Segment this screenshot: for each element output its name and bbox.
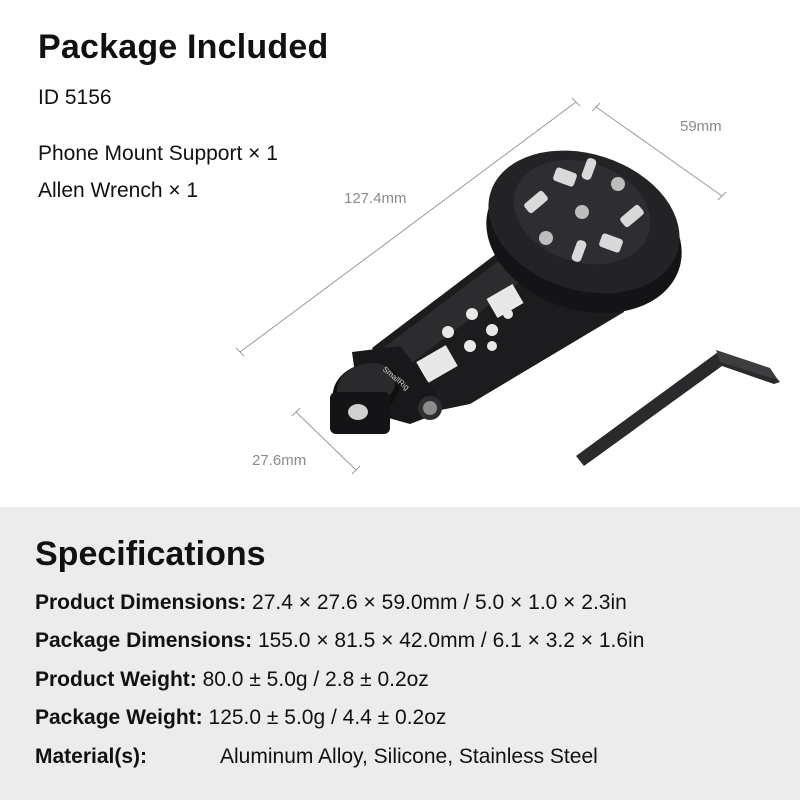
spec-product-weight xyxy=(35,668,429,692)
spec-value: 155.0 × 81.5 × 42.0mm / 6.1 × 3.2 × 1.6in xyxy=(257,629,645,652)
spec-label: Product Dimensions: xyxy=(35,591,247,614)
spec-materials xyxy=(35,745,598,769)
spec-package-weight xyxy=(35,706,446,730)
allen-wrench-image xyxy=(576,350,780,466)
spec-product-dimensions xyxy=(35,591,627,615)
dimension-width-label: 59mm xyxy=(680,118,722,135)
spec-label: Package Dimensions: xyxy=(35,629,253,652)
dimension-height-label: 27.6mm xyxy=(252,452,307,469)
specifications-section xyxy=(0,507,800,800)
package-title: Package Included xyxy=(38,28,329,66)
specifications-title: Specifications xyxy=(35,535,266,573)
spec-label: Package Weight: xyxy=(35,706,203,729)
spec-value: 80.0 ± 5.0g / 2.8 ± 0.2oz xyxy=(202,668,429,691)
spec-label: Product Weight: xyxy=(35,668,197,691)
spec-label: Material(s): xyxy=(35,745,148,768)
package-item-phone-mount: Phone Mount Support × 1 xyxy=(38,142,278,165)
brand-text: SmallRig xyxy=(380,364,412,393)
package-item-allen-wrench: Allen Wrench × 1 xyxy=(38,179,199,202)
dimension-length-label: 127.4mm xyxy=(344,190,407,207)
spec-value: 125.0 ± 5.0g / 4.4 ± 0.2oz xyxy=(208,706,447,729)
spec-package-dimensions xyxy=(35,629,644,653)
spec-value: 27.4 × 27.6 × 59.0mm / 5.0 × 1.0 × 2.3in xyxy=(252,591,627,614)
spec-value: Aluminum Alloy, Silicone, Stainless Steel xyxy=(220,745,598,768)
product-id: ID 5156 xyxy=(38,86,112,109)
